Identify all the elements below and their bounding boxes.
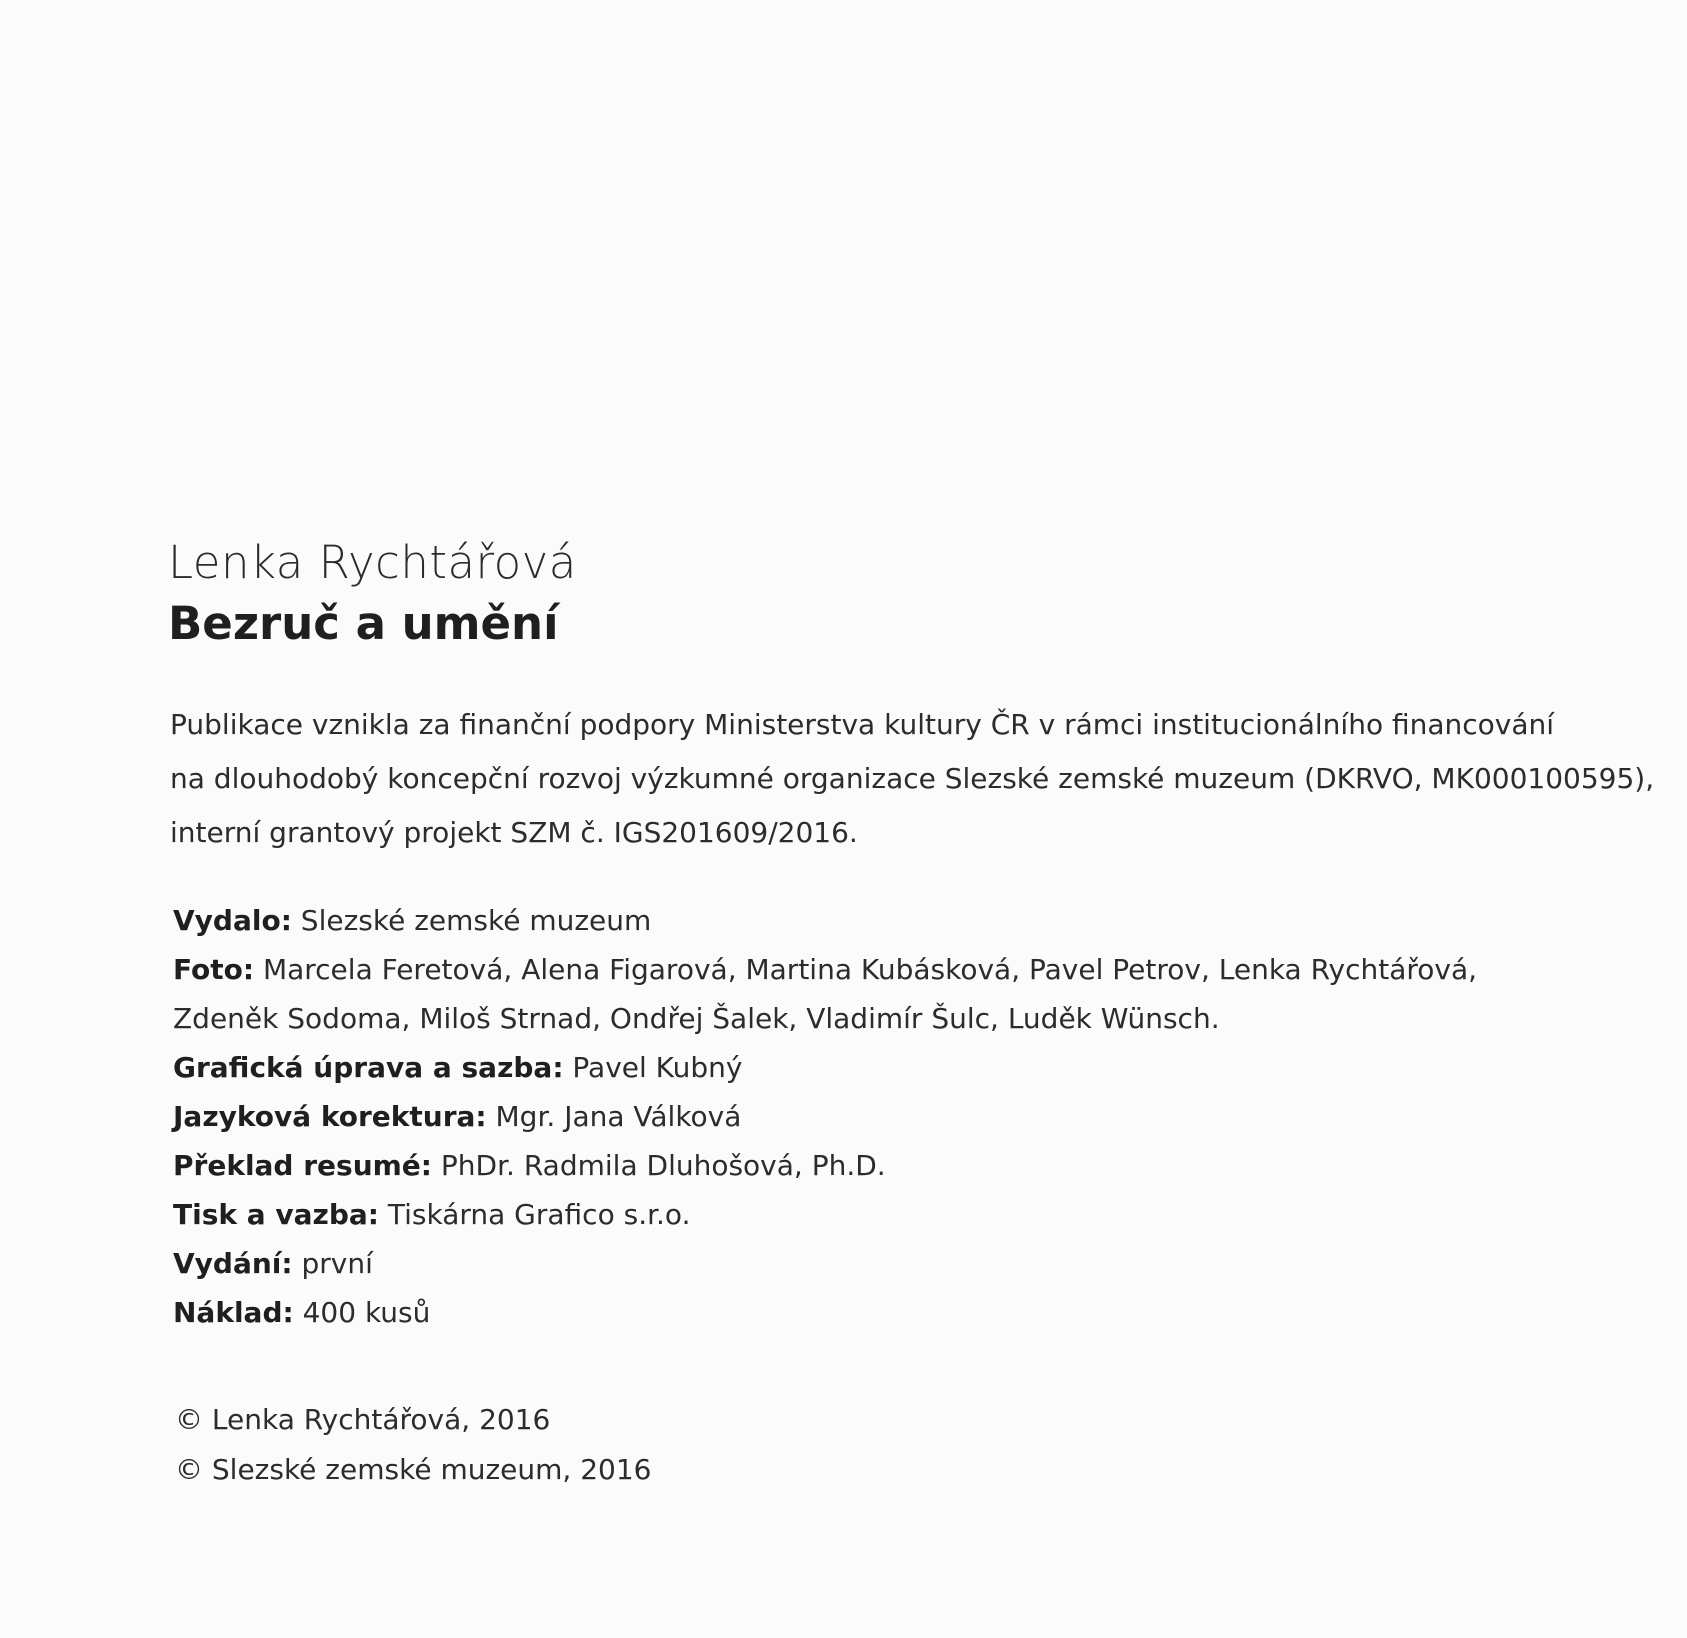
author-name: Lenka Rychtářová [168,536,577,589]
credit-value: Slezské zemské muzeum [300,904,652,937]
credit-label: Náklad: [173,1296,294,1329]
credit-design [173,1043,1593,1092]
credits-list [173,896,1593,1337]
credit-value: Tiskárna Grafico s.r.o. [387,1198,691,1231]
funding-line: Publikace vznikla za finanční podpory Ministerstva kultury ČR v rámci institucionálního financování [170,708,1555,741]
funding-line: interní grantový projekt SZM č. IGS201609/2016. [170,816,858,849]
credit-value: Marcela Feretová, Alena Figarová, Martina Kubásková, Pavel Petrov, Lenka Rychtářová, [262,953,1478,986]
credit-proofreading [173,1092,1593,1141]
credit-translation [173,1141,1593,1190]
funding-statement [170,698,1655,860]
funding-line: na dlouhodobý koncepční rozvoj výzkumné organizace Slezské zemské muzeum (DKRVO, MK000100595), [170,762,1655,795]
credit-label: Jazyková korektura: [173,1100,487,1133]
credit-label: Vydání: [173,1247,293,1280]
credit-value: PhDr. Radmila Dluhošová, Ph.D. [440,1149,886,1182]
credit-photo [173,945,1593,994]
credit-photo-continued [173,994,1593,1043]
copyright-notice [175,1395,651,1495]
credit-publisher [173,896,1593,945]
copyright-line: © Slezské zemské muzeum, 2016 [175,1453,652,1486]
book-title: Bezruč a umění [168,597,559,650]
credit-label: Foto: [173,953,255,986]
credit-value: první [301,1247,373,1280]
credit-label: Překlad resumé: [173,1149,432,1182]
credit-label: Grafická úprava a sazba: [173,1051,564,1084]
credit-value: Zdeněk Sodoma, Miloš Strnad, Ondřej Šalek, Vladimír Šulc, Luděk Wünsch. [173,1002,1220,1035]
credit-print-run [173,1288,1593,1337]
credit-edition [173,1239,1593,1288]
credit-label: Tisk a vazba: [173,1198,379,1231]
credit-printing [173,1190,1593,1239]
credit-label: Vydalo: [173,904,292,937]
credit-value: Pavel Kubný [572,1051,743,1084]
copyright-line: © Lenka Rychtářová, 2016 [175,1403,551,1436]
credit-value: Mgr. Jana Válková [495,1100,742,1133]
credit-value: 400 kusů [302,1296,431,1329]
